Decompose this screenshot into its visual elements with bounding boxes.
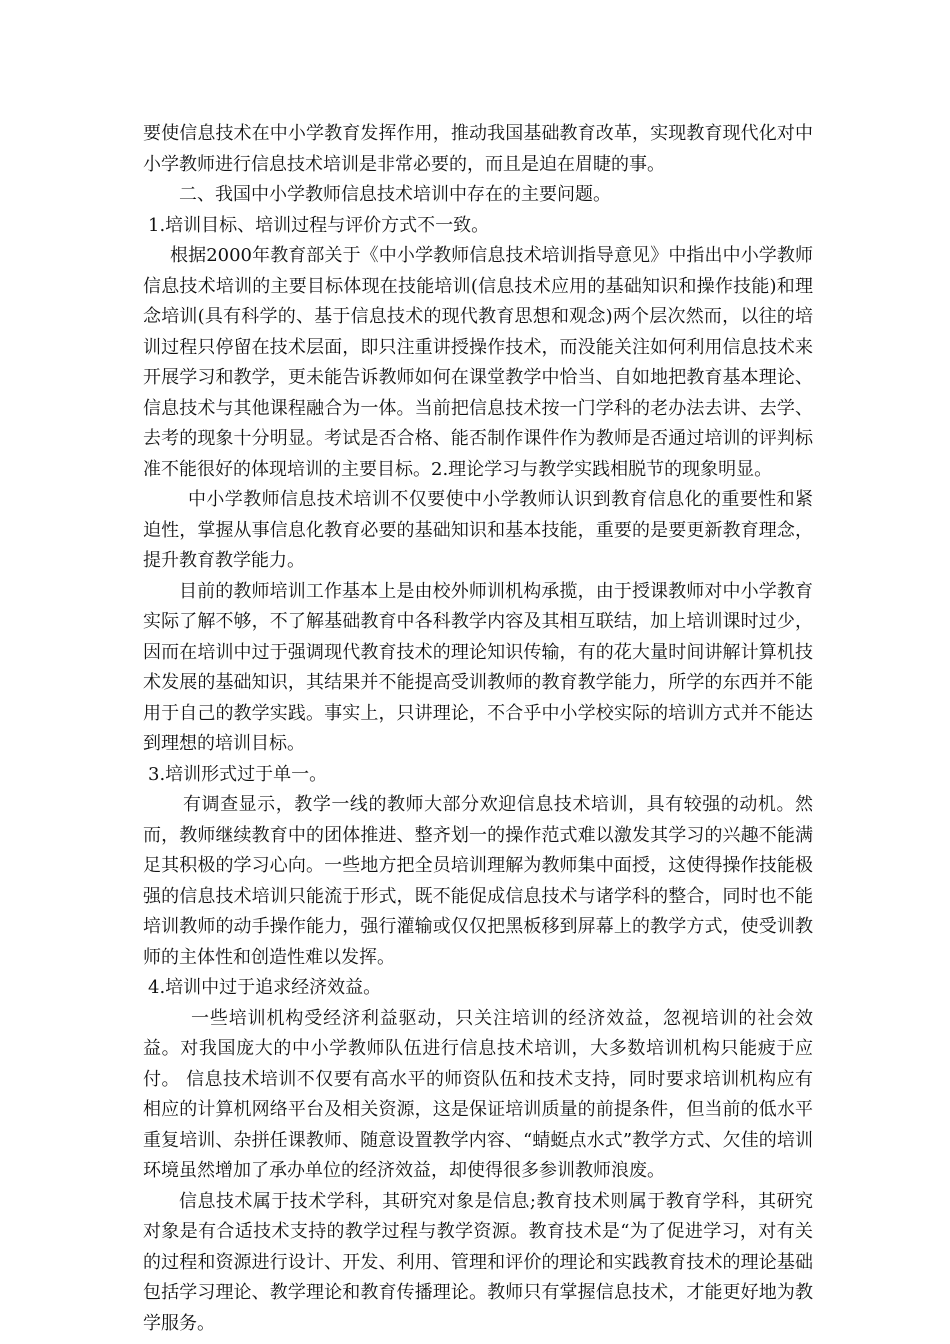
paragraph-1: 根据2000年教育部关于《中小学教师信息技术培训指导意见》中指出中小学教师信息技术培训的主要目标体现在技能培训(信息技术应用的基础知识和操作技能)和理念培训(具有科学的、基于信息技术的现代教育思想和观念)两个层次然而，以往的培训过程只停留在技术层面，即只注重讲授操作技术，而没能关注如何利用信息技术来开展学习和教学，更未能告诉教师如何在课堂教学中恰当、自如地把教育基本理论、信息技术与其他课程融合为一体。当前把信息技术按一门学科的老办法去讲、去学、去考的现象十分明显。考试是否合格、能否制作课件作为教师是否通过培训的评判标准不能很好的体现培训的主要目标。2.理论学习与教学实践相脱节的现象明显。 xyxy=(143,245,813,480)
subheading-1: 1.培训目标、培训过程与评价方式不一致。 xyxy=(148,214,490,236)
paragraph-2: 中小学教师信息技术培训不仅要使中小学教师认识到教育信息化的重要性和紧迫性，掌握从事信息化教育必要的基础知识和基本技能，重要的是要更新教育理念，提升教育教学能力。 xyxy=(143,489,813,571)
section-heading-problems: 二、我国中小学教师信息技术培训中存在的主要问题。 xyxy=(179,184,611,205)
paragraph-intro: 要使信息技术在中小学教育发挥作用，推动我国基础教育改革，实现教育现代化对中小学教师进行信息技术培训是非常必要的，而且是迫在眉睫的事。 xyxy=(143,123,813,175)
paragraph-4: 有调查显示，教学一线的教师大部分欢迎信息技术培训，具有较强的动机。然而，教师继续教育中的团体推进、整齐划一的操作范式难以激发其学习的兴趣不能满足其积极的学习心向。一些地方把全员培训理解为教师集中面授，这使得操作技能极强的信息技术培训只能流于形式，既不能促成信息技术与诸学科的整合，同时也不能培训教师的动手操作能力，强行灌输或仅仅把黑板移到屏幕上的教学方式，使受训教师的主体性和创造性难以发挥。 xyxy=(143,794,813,968)
subheading-4: 4.培训中过于追求经济效益。 xyxy=(148,977,382,998)
subheading-3: 3.培训形式过于单一。 xyxy=(148,763,328,785)
document-body xyxy=(143,119,813,1339)
paragraph-6: 信息技术属于技术学科，其研究对象是信息;教育技术则属于教育学科，其研究对象是有合适技术支持的教学过程与教学资源。教育技术是“为了促进学习，对有关的过程和资源进行设计、开发、利用、管理和评价的理论和实践教育技术的理论基础包括学习理论、教学理论和教育传播理论。教师只有掌握信息技术，才能更好地为教学服务。 xyxy=(143,1190,813,1334)
paragraph-5: 一些培训机构受经济利益驱动，只关注培训的经济效益，忽视培训的社会效益。对我国庞大的中小学教师队伍进行信息技术培训，大多数培训机构只能疲于应付。 信息技术培训不仅要有高水平的师资队伍和技术支持，同时要求培训机构应有相应的计算机网络平台及相关资源，这是保证培训质量的前提条件，但当前的低水平重复培训、杂拼任课教师、随意设置教学内容、“蜻蜓点水式”教学方式、欠佳的培训环境虽然增加了承办单位的经济效益，却使得很多参训教师浪废。 xyxy=(143,1007,813,1181)
paragraph-3: 目前的教师培训工作基本上是由校外师训机构承揽，由于授课教师对中小学教育实际了解不够，不了解基础教育中各科教学内容及其相互联结，加上培训课时过少，因而在培训中过于强调现代教育技术的理论知识传输，有的花大量时间讲解计算机技术发展的基础知识，其结果并不能提高受训教师的教育教学能力，所学的东西并不能用于自己的教学实践。事实上，只讲理论，不合乎中小学校实际的培训方式并不能达到理想的培训目标。 xyxy=(143,580,813,754)
